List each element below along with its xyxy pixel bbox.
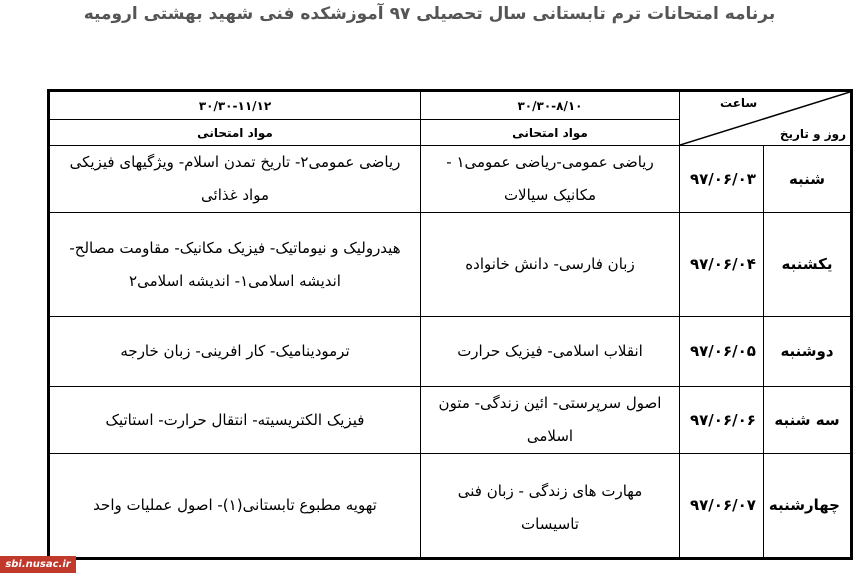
slot2-exam-label: مواد امتحانی [49,120,421,146]
day-date-label: روز و تاریخ [779,127,846,141]
slot1-exams: اصول سرپرستی- ائین زندگی- متون اسلامی [421,387,680,454]
slot1-exam-label: مواد امتحانی [421,120,680,146]
time-label: ساعت [720,96,758,110]
day-cell: شنبه [764,146,852,213]
page-title: برنامه امتحانات ترم تابستانی سال تحصیلی ۹۷ آموزشکده فنی شهید بهشتی ارومیه [83,4,776,24]
day-cell: یکشنبه [764,213,852,317]
slot2-exams: فیزیک الکتریسیته- انتقال حرارت- استاتیک [49,387,421,454]
date-cell: ۹۷/۰۶/۰۶ [680,387,764,454]
slot1-time-header: ۳۰/۳۰-۸/۱۰ [421,91,680,120]
table-row [49,213,852,317]
corner-header-cell [680,91,852,146]
date-cell: ۹۷/۰۶/۰۷ [680,454,764,559]
day-cell: دوشنبه [764,317,852,387]
date-cell: ۹۷/۰۶/۰۴ [680,213,764,317]
slot1-exams: مهارت های زندگی - زبان فنی تاسیسات [421,454,680,559]
table-row [49,387,852,454]
slot1-exams: زبان فارسی- دانش خانواده [421,213,680,317]
slot1-exams: انقلاب اسلامی- فیزیک حرارت [421,317,680,387]
slot2-exams: تهویه مطبوع تابستانی(۱)- اصول عملیات واحد [49,454,421,559]
slot2-exams: ریاضی عمومی۲- تاریخ تمدن اسلام- ویژگیهای فیزیکی مواد غذائی [49,146,421,213]
table-row [49,317,852,387]
date-cell: ۹۷/۰۶/۰۳ [680,146,764,213]
site-watermark: sbi.nusac.ir [0,556,76,573]
slot2-time-header: ۳۰/۳۰-۱۱/۱۲ [49,91,421,120]
day-cell: سه شنبه [764,387,852,454]
slot2-exams: هیدرولیک و نیوماتیک- فیزیک مکانیک- مقاومت مصالح- اندیشه اسلامی۱- اندیشه اسلامی۲ [49,213,421,317]
exam-schedule-table [47,89,853,560]
day-cell: چهارشنبه [764,454,852,559]
table-row [49,146,852,213]
date-cell: ۹۷/۰۶/۰۵ [680,317,764,387]
table-row [49,454,852,559]
slot2-exams: ترمودینامیک- کار افرینی- زبان خارجه [49,317,421,387]
slot1-exams: ریاضی عمومی-ریاضی عمومی۱ - مکانیک سیالات [421,146,680,213]
